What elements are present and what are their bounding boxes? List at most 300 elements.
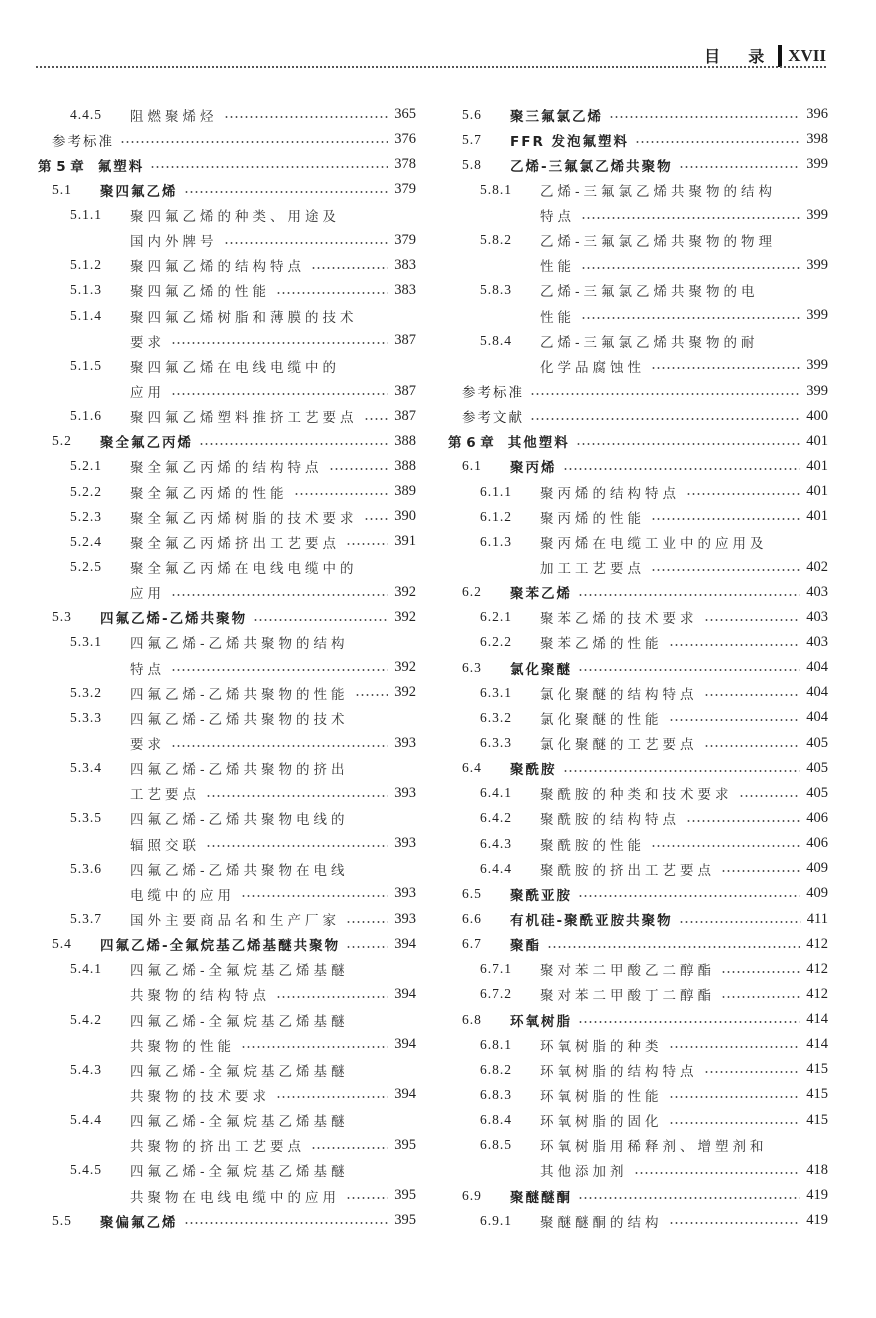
toc-entry [448, 705, 828, 730]
toc-entry [38, 1108, 416, 1133]
toc-title: 国内外牌号 [130, 234, 218, 251]
toc-entry [448, 831, 828, 856]
toc-line [462, 102, 828, 127]
toc-section [448, 1007, 828, 1032]
toc-line [52, 605, 416, 630]
toc-entry [38, 1057, 416, 1082]
toc-number: 5.3.1 [70, 634, 102, 650]
toc-page-number: 415 [806, 1086, 828, 1103]
toc-line [480, 1133, 828, 1158]
toc-title: 特点 [130, 661, 165, 678]
toc-number: 第 5 章 [38, 158, 84, 175]
toc-line [52, 177, 416, 202]
toc-entry [38, 454, 416, 479]
toc-line [480, 705, 828, 730]
toc-title: 四氟乙烯-乙烯共聚物 [100, 611, 248, 628]
toc-title: 聚对苯二甲酸乙二醇酯 [540, 963, 715, 980]
toc-entry [38, 303, 416, 328]
toc-title: 乙烯-三氟氯乙烯共聚物 [510, 158, 673, 175]
toc-title: 性能 [540, 259, 575, 276]
toc-page-number: 399 [806, 307, 828, 324]
toc-page-number: 376 [394, 131, 416, 148]
toc-section [448, 152, 828, 177]
toc-page-number: 387 [394, 382, 416, 399]
toc-title: 加工工艺要点 [540, 561, 645, 578]
toc-entry [38, 555, 416, 580]
toc-number: 6.7.2 [480, 986, 512, 1002]
toc-line [130, 580, 416, 605]
toc-title: 参考标准 [462, 385, 524, 402]
dot-leader [651, 367, 800, 369]
toc-line [70, 630, 416, 655]
page-header [36, 40, 826, 72]
toc-entry [448, 856, 828, 881]
toc-number: 6.1.2 [480, 508, 512, 524]
toc-entry [448, 1208, 828, 1233]
toc-page-number: 403 [806, 608, 828, 625]
dot-leader [635, 141, 800, 143]
toc-page-number: 388 [394, 432, 416, 449]
dot-leader [704, 694, 801, 696]
toc-entry [38, 680, 416, 705]
toc-number: 4.4.5 [70, 106, 102, 122]
toc-number: 5.2 [52, 433, 72, 449]
toc-page-number: 390 [394, 508, 416, 525]
toc-title: 其他添加剂 [540, 1164, 628, 1181]
toc-page-number: 406 [806, 835, 828, 852]
dot-leader [578, 1197, 800, 1199]
toc-line [480, 1032, 828, 1057]
toc-line [462, 580, 828, 605]
toc-title: 化学品腐蚀性 [540, 359, 645, 376]
toc-entry [38, 982, 416, 1007]
dot-leader [171, 594, 388, 596]
toc-section [38, 605, 416, 630]
toc-entry [38, 957, 416, 982]
toc-page-number: 383 [394, 281, 416, 298]
dot-leader [530, 418, 800, 420]
dot-leader [578, 594, 800, 596]
toc-title: 聚酰胺 [510, 762, 557, 779]
dot-leader [669, 1222, 801, 1224]
toc-entry [448, 278, 828, 303]
toc-title: 四氟乙烯-全氟烷基乙烯基醚 [130, 963, 349, 980]
dot-leader [576, 443, 800, 445]
toc-number: 6.8.4 [480, 1112, 512, 1128]
toc-line [480, 831, 828, 856]
toc-title: 要求 [130, 334, 165, 351]
toc-number: 6.3.1 [480, 684, 512, 700]
toc-title: 聚丙烯的结构特点 [540, 485, 680, 502]
toc-line [130, 1082, 416, 1107]
toc-page-number: 394 [394, 985, 416, 1002]
toc-line [540, 203, 828, 228]
dot-leader [634, 1172, 801, 1174]
toc-page-number: 412 [806, 985, 828, 1002]
dot-leader [253, 619, 388, 621]
dot-leader [669, 644, 801, 646]
dot-leader [704, 619, 801, 621]
dot-leader [171, 393, 388, 395]
toc-number: 5.8.2 [480, 232, 512, 248]
toc-number: 6.1.1 [480, 483, 512, 499]
toc-section [38, 177, 416, 202]
toc-line [130, 228, 416, 253]
toc-title: 四氟乙烯-全氟烷基乙烯基醚 [130, 1164, 349, 1181]
toc-entry [448, 177, 828, 202]
toc-line [52, 1208, 416, 1233]
toc-entry [38, 705, 416, 730]
toc-line [480, 630, 828, 655]
toc-number: 6.3.3 [480, 735, 512, 751]
toc-number: 5.3.4 [70, 760, 102, 776]
toc-title: 聚四氟乙烯在电线电缆中的 [130, 359, 340, 376]
toc-page-number: 404 [806, 709, 828, 726]
toc-title: 聚全氟乙丙烯树脂的技术要求 [130, 510, 358, 527]
dot-leader [651, 569, 800, 571]
toc-page-number: 391 [394, 533, 416, 550]
dot-leader [171, 745, 388, 747]
toc-number: 5.4.3 [70, 1061, 102, 1077]
toc-line [462, 881, 828, 906]
toc-entry [38, 504, 416, 529]
toc-entry [38, 379, 416, 404]
toc-page-number: 398 [806, 131, 828, 148]
dot-leader [206, 845, 388, 847]
toc-line [70, 504, 416, 529]
dot-leader [669, 719, 801, 721]
toc-line [480, 177, 828, 202]
toc-section [448, 655, 828, 680]
toc-section [448, 881, 828, 906]
toc-number: 6.9 [462, 1187, 482, 1203]
toc-line [480, 1082, 828, 1107]
dot-leader [651, 845, 800, 847]
toc-number: 6.8.5 [480, 1137, 512, 1153]
toc-entry [448, 203, 828, 228]
toc-line [130, 655, 416, 680]
toc-page-number: 401 [806, 457, 828, 474]
toc-line [130, 781, 416, 806]
toc-title: 国外主要商品名和生产厂家 [130, 913, 340, 929]
toc-line [462, 404, 828, 429]
toc-line [462, 932, 828, 957]
toc-section [448, 756, 828, 781]
toc-entry [448, 731, 828, 756]
toc-number: 6.7 [462, 936, 482, 952]
dot-leader [120, 141, 388, 143]
toc-number: 5.2.4 [70, 533, 102, 549]
dot-leader [206, 795, 388, 797]
toc-page-number: 365 [394, 106, 416, 122]
toc-number: 5.3.3 [70, 709, 102, 725]
toc-title: 聚四氟乙烯 [100, 183, 178, 200]
toc-page-number: 409 [806, 860, 828, 877]
toc-line [70, 203, 416, 228]
toc-line [70, 253, 416, 278]
toc-right-column [448, 102, 828, 1233]
toc-page-number: 399 [806, 156, 828, 173]
toc-title: 四氟乙烯-乙烯共聚物的挤出 [130, 762, 349, 779]
toc-number: 6.3.2 [480, 709, 512, 725]
toc-page-number: 405 [806, 784, 828, 801]
toc-page-number: 414 [806, 1036, 828, 1053]
toc-title: 氯化聚醚 [510, 661, 572, 678]
toc-entry [38, 881, 416, 906]
toc-title: 有机硅-聚酰亚胺共聚物 [510, 913, 673, 929]
toc-title: 其他塑料 [507, 435, 570, 452]
toc-line [130, 731, 416, 756]
toc-entry [38, 756, 416, 781]
toc-page-number: 379 [394, 231, 416, 248]
toc-number: 6.4.3 [480, 835, 512, 851]
toc-title: 环氧树脂的种类 [540, 1038, 663, 1055]
toc-title: 四氟乙烯-乙烯共聚物的性能 [130, 686, 349, 703]
dot-leader [224, 116, 389, 118]
toc-number: 5.3.5 [70, 810, 102, 826]
toc-title: 四氟乙烯-乙烯共聚物的技术 [130, 711, 349, 728]
dot-leader [704, 1071, 801, 1073]
toc-entry [38, 529, 416, 554]
toc-entry [448, 1158, 828, 1183]
toc-title: 聚酰胺的性能 [540, 837, 645, 854]
toc-title: 聚苯乙烯的技术要求 [540, 611, 698, 628]
toc-section [38, 932, 416, 957]
dot-leader [346, 1197, 388, 1199]
toc-number: 6.4.1 [480, 785, 512, 801]
toc-entry [38, 353, 416, 378]
toc-title: 参考标准 [52, 133, 114, 150]
dot-leader [355, 694, 389, 696]
toc-line [480, 529, 828, 554]
toc-line [70, 404, 416, 429]
toc-entry [38, 731, 416, 756]
toc-entry [448, 1133, 828, 1158]
toc-entry [448, 680, 828, 705]
toc-number: 5.4.4 [70, 1112, 102, 1128]
dot-leader [578, 1021, 800, 1023]
toc-number: 6.4.2 [480, 810, 512, 826]
toc-title: 辐照交联 [130, 837, 200, 854]
toc-line [130, 328, 416, 353]
toc-number: 5.7 [462, 131, 482, 147]
toc-line [52, 932, 416, 957]
toc-page-number: 409 [806, 885, 828, 902]
toc-page-number: 418 [806, 1161, 828, 1178]
toc-title: 四氟乙烯-全氟烷基乙烯基醚共聚物 [100, 938, 341, 955]
toc-title: 聚醚醚酮的结构 [540, 1214, 663, 1231]
dot-leader [530, 393, 800, 395]
toc-entry [448, 328, 828, 353]
toc-number: 5.4 [52, 936, 72, 952]
toc-page-number: 401 [806, 432, 828, 449]
dot-leader [581, 217, 800, 219]
dot-leader [311, 267, 388, 269]
toc-page-number: 392 [394, 684, 416, 701]
toc-line [462, 127, 828, 152]
toc-line [480, 605, 828, 630]
dot-leader [721, 996, 800, 998]
toc-section [38, 127, 416, 152]
toc-entry [38, 203, 416, 228]
toc-entry [38, 228, 416, 253]
toc-page-number: 394 [394, 1036, 416, 1053]
toc-title: 聚四氟乙烯的结构特点 [130, 259, 305, 276]
header-dotted-rule [36, 66, 826, 68]
toc-title: 聚酰胺的挤出工艺要点 [540, 862, 715, 879]
toc-line [462, 454, 828, 479]
toc-line [130, 982, 416, 1007]
toc-number: 6.6 [462, 911, 482, 926]
toc-section [448, 907, 828, 932]
dot-leader [346, 946, 388, 948]
toc-section [448, 127, 828, 152]
dot-leader [578, 669, 800, 671]
toc-entry [38, 831, 416, 856]
toc-entry [38, 1158, 416, 1183]
toc-number: 5.1.3 [70, 282, 102, 298]
toc-entry [448, 504, 828, 529]
toc-page-number: 383 [394, 256, 416, 273]
toc-line [462, 1007, 828, 1032]
toc-page-number: 402 [806, 558, 828, 575]
toc-entry [38, 1082, 416, 1107]
toc-entry [38, 404, 416, 429]
dot-leader [364, 418, 389, 420]
toc-entry [38, 253, 416, 278]
toc-page-number: 399 [806, 256, 828, 273]
toc-line [70, 278, 416, 303]
toc-line [480, 731, 828, 756]
toc-page-number: 404 [806, 659, 828, 676]
toc-line [70, 529, 416, 554]
toc-line [70, 756, 416, 781]
toc-title: 共聚物的结构特点 [130, 988, 270, 1005]
toc-line [70, 479, 416, 504]
toc-left-column [38, 102, 416, 1233]
dot-leader [704, 745, 801, 747]
toc-title: 应用 [130, 586, 165, 603]
toc-page-number: 393 [394, 784, 416, 801]
page-number: XVII [788, 45, 826, 65]
toc-line [70, 1007, 416, 1032]
toc-number: 6.4.4 [480, 860, 512, 876]
toc-title: 环氧树脂用稀释剂、增塑剂和 [540, 1139, 768, 1156]
toc-line [130, 1183, 416, 1208]
toc-page-number: 406 [806, 809, 828, 826]
header-title-char-2: 录 [748, 47, 765, 66]
dot-leader [721, 971, 800, 973]
toc-number: 6.1 [462, 458, 482, 474]
toc-title: 聚全氟乙丙烯在电线电缆中的 [130, 561, 358, 578]
toc-title: 聚全氟乙丙烯挤出工艺要点 [130, 535, 340, 552]
toc-number: 5.1.1 [70, 207, 102, 223]
toc-line [480, 1208, 828, 1233]
toc-number: 5.1.5 [70, 357, 102, 373]
dot-leader [578, 895, 800, 897]
toc-title: 乙烯-三氟氯乙烯共聚物的耐 [540, 334, 759, 351]
dot-leader [184, 191, 389, 193]
dot-leader [276, 1096, 388, 1098]
toc-title: 氟塑料 [97, 158, 145, 175]
toc-entry [38, 1007, 416, 1032]
dot-leader [581, 317, 800, 319]
toc-line [480, 228, 828, 253]
header-right [704, 44, 826, 67]
toc-line [480, 1108, 828, 1133]
toc-entry [38, 328, 416, 353]
toc-page-number: 378 [394, 156, 416, 173]
toc-line [480, 278, 828, 303]
toc-title: 性能 [540, 309, 575, 326]
toc-page-number: 392 [394, 583, 416, 600]
toc-number: 5.2.5 [70, 559, 102, 575]
toc-line [70, 705, 416, 730]
toc-line [462, 907, 828, 932]
toc-title: 四氟乙烯-乙烯共聚物的结构 [130, 636, 349, 653]
toc-title: 要求 [130, 737, 165, 754]
toc-page-number: 396 [806, 106, 828, 122]
toc-page-number: 404 [806, 684, 828, 701]
toc-entry [448, 353, 828, 378]
toc-line [540, 253, 828, 278]
dot-leader [241, 895, 388, 897]
toc-entry [448, 1082, 828, 1107]
toc-title: 四氟乙烯-乙烯共聚物电线的 [130, 812, 349, 829]
dot-leader [171, 342, 388, 344]
toc-entry [38, 630, 416, 655]
toc-line [70, 303, 416, 328]
toc-number: 6.2.1 [480, 609, 512, 625]
header-title-char-1: 目 [704, 47, 721, 66]
toc-page-number: 399 [806, 357, 828, 374]
toc-number: 5.8 [462, 156, 482, 172]
toc-line [480, 781, 828, 806]
dot-leader [686, 820, 800, 822]
toc-entry [38, 479, 416, 504]
dot-leader [686, 493, 800, 495]
toc-number: 6.8.3 [480, 1086, 512, 1102]
toc-line [130, 881, 416, 906]
toc-line [52, 429, 416, 454]
toc-page-number: 411 [806, 910, 828, 927]
toc-page-number: 394 [394, 1086, 416, 1103]
toc-title: 聚酰亚胺 [510, 887, 572, 904]
toc-line [52, 127, 416, 152]
toc-section [38, 1208, 416, 1233]
toc-number: 5.3.2 [70, 684, 102, 700]
dot-leader [171, 669, 388, 671]
toc-number: 5.5 [52, 1212, 72, 1228]
toc-title: 聚苯乙烯 [510, 586, 572, 603]
dot-leader [563, 468, 801, 470]
toc-page-number: 388 [394, 457, 416, 474]
toc-title: 特点 [540, 209, 575, 226]
toc-line [462, 379, 828, 404]
toc-title: 环氧树脂的固化 [540, 1114, 663, 1131]
toc-line [480, 504, 828, 529]
dot-leader [311, 1147, 388, 1149]
dot-leader [669, 1096, 801, 1098]
dot-leader [669, 1122, 801, 1124]
toc-number: 6.8.2 [480, 1061, 512, 1077]
toc-number: 5.3.6 [70, 860, 102, 876]
toc-line [38, 152, 416, 177]
toc-section [448, 404, 828, 429]
toc-line [480, 982, 828, 1007]
toc-entry [448, 1057, 828, 1082]
toc-entry [38, 806, 416, 831]
